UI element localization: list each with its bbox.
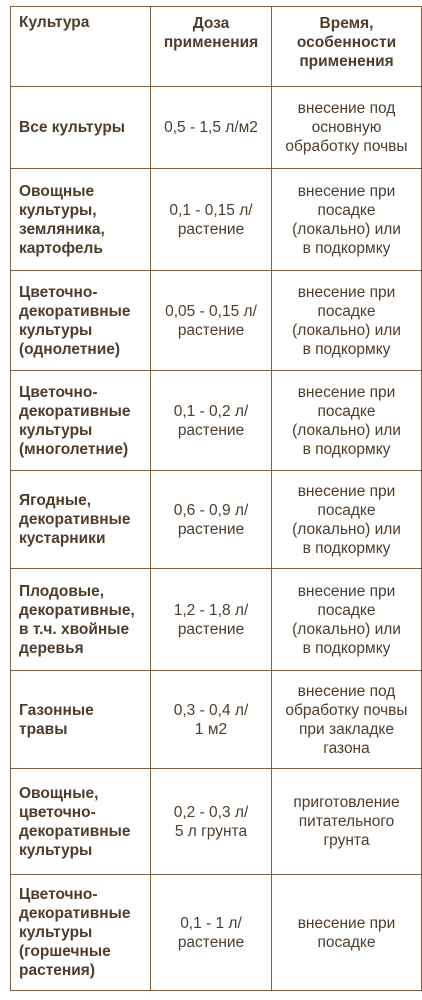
table-row [11,471,422,569]
table-row [11,769,422,875]
dose-cell: 1,2 - 1,8 л/ растение [151,569,272,671]
header-dose: Доза применения [151,7,272,87]
dosage-table-container [10,6,414,990]
table-row [11,169,422,271]
culture-cell: Овощные культуры, земляника, картофель [11,169,151,271]
dose-cell: 0,1 - 0,15 л/ растение [151,169,272,271]
culture-cell: Овощные, цветочно- декоративные культуры [11,769,151,875]
time-cell: внесение при посадке (локально) или в подкормку [272,371,422,471]
header-time: Время, особенности применения [272,7,422,87]
dose-cell: 0,5 - 1,5 л/м2 [151,87,272,169]
time-cell: приготовление питательного грунта [272,769,422,875]
time-cell: внесение при посадке (локально) или в подкормку [272,569,422,671]
dose-cell: 0,1 - 0,2 л/ растение [151,371,272,471]
culture-cell: Плодовые, декоративные, в т.ч. хвойные деревья [11,569,151,671]
culture-cell: Газонные травы [11,671,151,769]
time-cell: внесение при посадке [272,875,422,991]
time-cell: внесение при посадке (локально) или в подкормку [272,471,422,569]
dose-cell: 0,2 - 0,3 л/ 5 л грунта [151,769,272,875]
culture-cell: Цветочно- декоративные культуры (горшечные растения) [11,875,151,991]
table-row [11,569,422,671]
dosage-table [10,6,422,991]
table-row [11,271,422,371]
time-cell: внесение при посадке (локально) или в подкормку [272,169,422,271]
time-cell: внесение при посадке (локально) или в подкормку [272,271,422,371]
dose-cell: 0,05 - 0,15 л/ растение [151,271,272,371]
table-row [11,671,422,769]
table-row [11,371,422,471]
time-cell: внесение под основную обработку почвы [272,87,422,169]
header-culture: Культура [11,7,151,87]
culture-cell: Все культуры [11,87,151,169]
dose-cell: 0,6 - 0,9 л/ растение [151,471,272,569]
table-row [11,875,422,991]
table-row [11,87,422,169]
culture-cell: Ягодные, декоративные кустарники [11,471,151,569]
table-header-row [11,7,422,87]
time-cell: внесение под обработку почвы при закладке газона [272,671,422,769]
culture-cell: Цветочно- декоративные культуры (многолетние) [11,371,151,471]
culture-cell: Цветочно- декоративные культуры (однолетние) [11,271,151,371]
dose-cell: 0,3 - 0,4 л/ 1 м2 [151,671,272,769]
dose-cell: 0,1 - 1 л/ растение [151,875,272,991]
